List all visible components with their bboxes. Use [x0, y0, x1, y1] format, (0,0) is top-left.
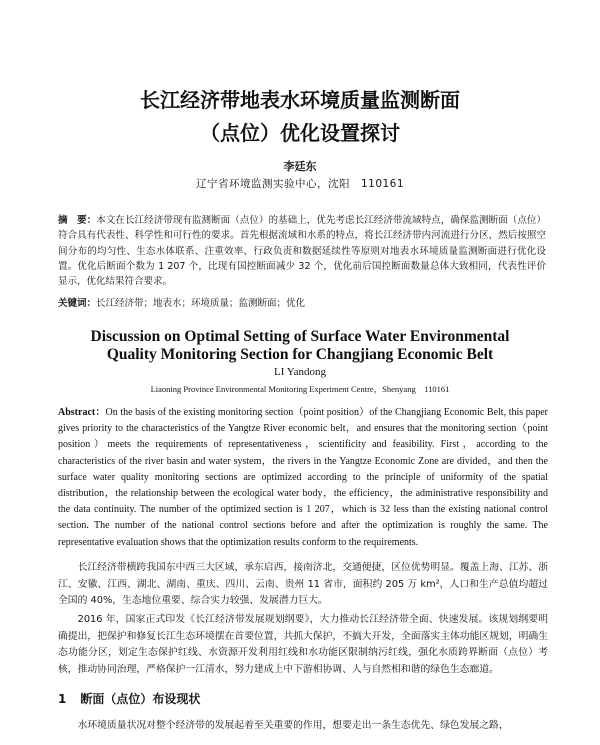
- abstract-zh: [58, 213, 546, 289]
- abstract-zh-text: 本文在长江经济带现有监测断面（点位）的基础上，优先考虑长江经济带流域特点，确保监测断面（点位）符合具有代表性、科学性和可行性的要求。首先根据流域和水系的特点，将长江经济带内河流进行分区，然后按照空间分布的均匀性、生态水体联系、注重效率、行政负责和数据延续性等原则对地表水环境质量监测断面进行优化设置。优化后断面个数为 1 207 个，比现有国控断面减少 32 个，优化前后国控断面数量总体大致相同，代表性评价显示，优化结果符合要求。: [58, 215, 546, 288]
- body-paragraph-1: 长江经济带横跨我国东中西三大区域，承东启西，接南济北，交通便捷，区位优势明显。覆盖上海、江苏、浙江、安徽、江西、湖北、湖南、重庆、四川、云南、贵州 11 省市，面积约 205 万 km²，人口和生产总值均超过全国的 40%，生态地位重要、综合实力较强、发展潜力巨大。: [58, 562, 548, 607]
- abstract-en: [58, 405, 548, 551]
- section-1-heading: [58, 690, 214, 707]
- author-zh: 李廷东: [283, 160, 317, 173]
- keywords-zh-text: 长江经济带；地表水；环境质量；监测断面；优化: [96, 298, 306, 309]
- abstract-en-text: On the basis of the existing monitoring section（point position）of the Changjiang Economic Belt, this paper gives priority to the characteristics of the Yangtze River economic belt，and ensures that the monitoring section（point position）meets the requirements of representativeness，scientificity and feasibility. First，according to the characteristics of the river basin and water system，the rivers in the Yangtze Economic Zone are divided，and then the surface water quality monitoring sections are optimized according to the principle of uniformity of the spatial distribution，the relationship between the ecological water body，the efficiency，the administrative responsibility and the data continuity. The number of the optimized section is 1 207，which is 32 less than the existing national control section. The number of the national control sections before and after the optimization is roughly the same. The representative evaluation shows that the optimization results conform to the requirements.: [58, 407, 548, 548]
- keywords-zh: [58, 296, 546, 311]
- body-paragraph-2: 2016 年，国家正式印发《长江经济带发展规划纲要》，大力推动长江经济带全面、快速发展。该规划纲要明确提出，把保护和修复长江生态环境摆在首要位置，共抓大保护，不搞大开发，全面落实主体功能区规划，明确生态功能分区，划定生态保护红线、水资源开发利用红线和水功能区限制纳污红线，强化水质跨界断面（点位）考核，推动协同治理，严格保护一江清水，努力建成上中下游相协调、人与自然相和谐的绿色生态廊道。: [58, 614, 548, 676]
- title-en-line1: Discussion on Optimal Setting of Surface Water Environmental: [90, 328, 510, 345]
- title-en-line2: Quality Monitoring Section for Changjiang Economic Belt: [106, 346, 494, 363]
- keywords-zh-label: 关键词：: [58, 298, 97, 309]
- affiliation-en: Liaoning Province Environmental Monitoring Experiment Centre，Shenyang 110161: [150, 384, 450, 394]
- title-zh-line1: 长江经济带地表水环境质量监测断面: [140, 88, 460, 112]
- author-en: LI Yandong: [274, 366, 326, 378]
- section-1-number: 1: [58, 692, 67, 706]
- abstract-en-label: Abstract：: [58, 407, 106, 418]
- body-paragraph-3: 水环境质量状况对整个经济带的发展起着至关重要的作用，想要走出一条生态优先、绿色发展之路，: [77, 720, 509, 731]
- section-1-title: 断面（点位）布设现状: [80, 692, 201, 706]
- affiliation-zh: 辽宁省环境监测实验中心，沈阳 110161: [195, 178, 405, 190]
- abstract-zh-label: 摘 要：: [58, 215, 97, 226]
- title-zh-line2: （点位）优化设置探讨: [200, 121, 400, 145]
